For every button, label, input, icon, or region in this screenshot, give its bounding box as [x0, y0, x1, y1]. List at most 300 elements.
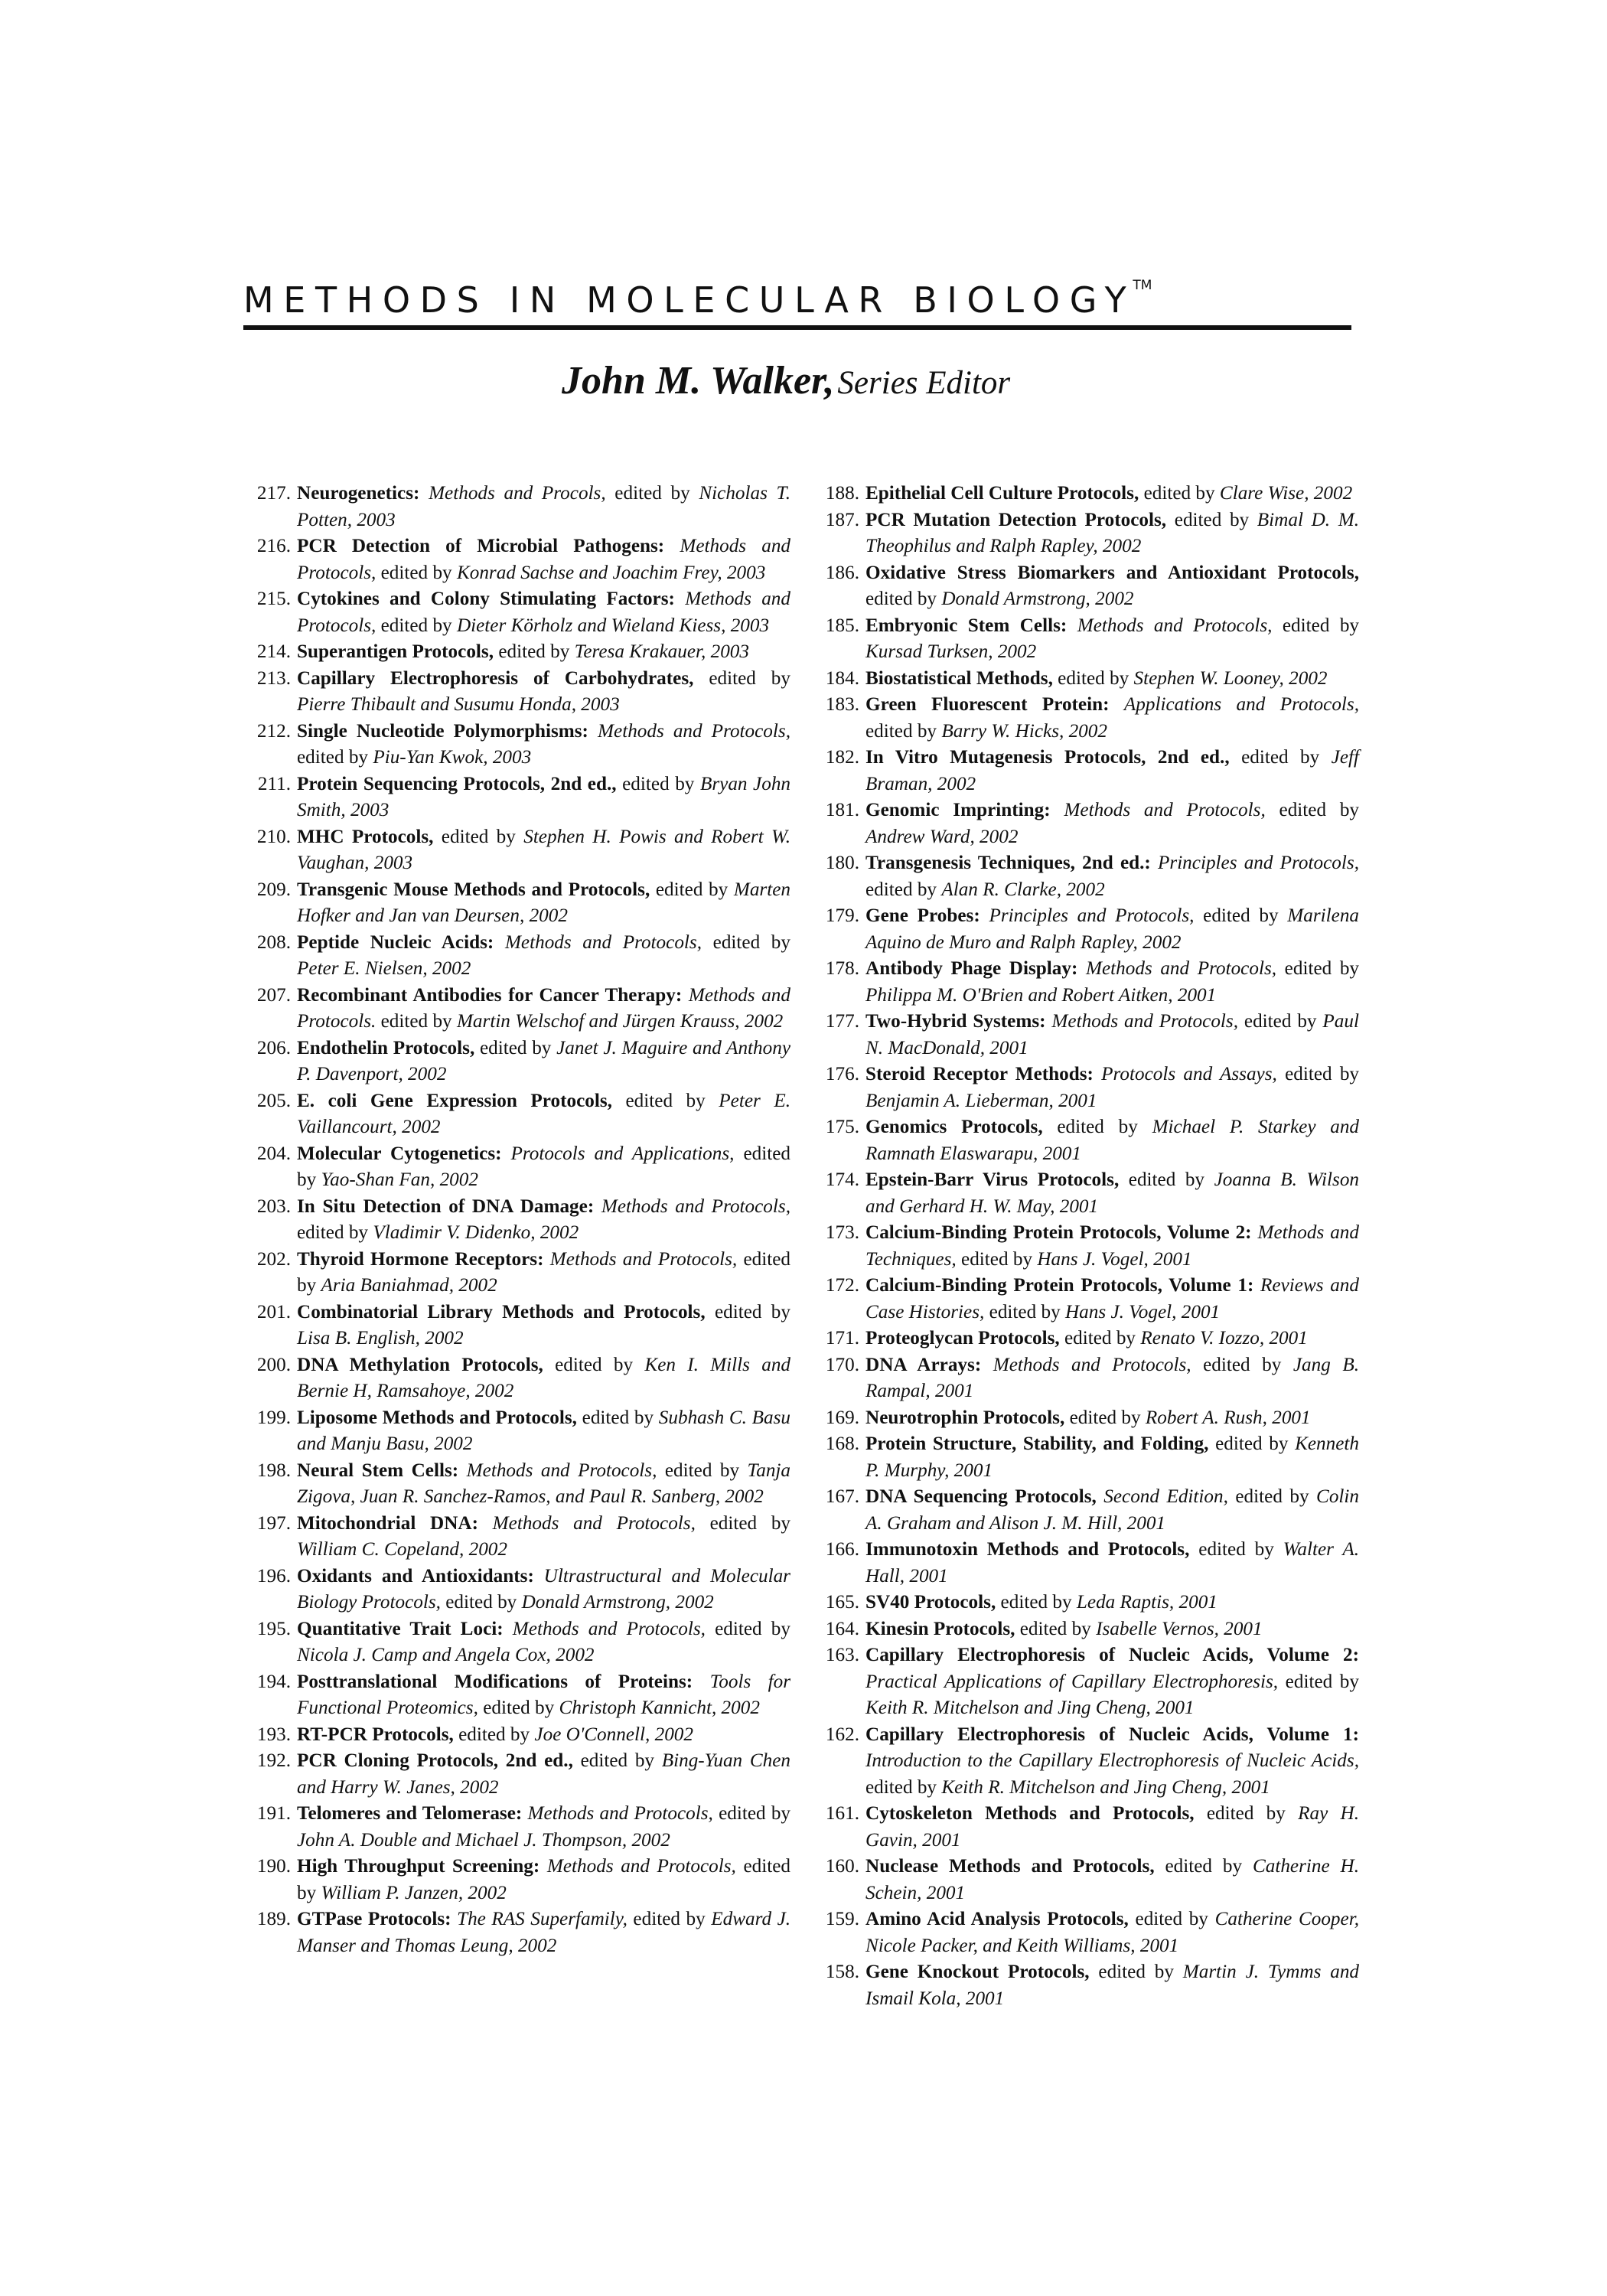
book-editors: Kenneth P. Murphy, 2001	[865, 1433, 1360, 1481]
book-entry	[820, 1167, 1359, 1220]
entry-text	[859, 956, 1359, 1009]
entry-text	[859, 1854, 1359, 1906]
book-entry	[251, 1300, 790, 1352]
book-entry	[251, 481, 790, 533]
edited-by: edited by	[1057, 1117, 1138, 1137]
volume-number: 200.	[256, 1354, 291, 1375]
book-entry	[820, 1431, 1359, 1484]
entry-text	[859, 1431, 1359, 1484]
edited-by: edited by	[865, 720, 937, 742]
book-entry	[251, 1035, 790, 1088]
entry-text	[859, 1405, 1359, 1432]
entry-text	[291, 1405, 790, 1458]
book-editors: Clare Wise, 2002	[1219, 483, 1353, 504]
book-title: Gene Probes:	[865, 905, 980, 926]
edited-by: edited by	[1174, 509, 1250, 530]
book-title: Peptide Nucleic Acids:	[297, 931, 494, 953]
book-title: Endothelin Protocols,	[297, 1037, 475, 1058]
book-title: Telomeres and Telomerase:	[297, 1803, 523, 1824]
book-editors: Vladimir V. Didenko, 2002	[373, 1222, 579, 1243]
book-entry	[251, 1247, 790, 1300]
volume-number: 205.	[256, 1090, 291, 1111]
book-title: E. coli Gene Expression Protocols,	[297, 1090, 612, 1111]
volume-number: 188.	[825, 483, 859, 504]
book-entry	[251, 1088, 790, 1141]
edited-by: edited by	[1244, 1011, 1317, 1032]
book-entry	[820, 1906, 1359, 1959]
series-title-text: METHODS IN MOLECULAR BIOLOGY	[243, 279, 1136, 321]
edited-by: edited by	[1000, 1592, 1072, 1613]
entry-text	[859, 507, 1359, 560]
book-entry	[251, 1854, 790, 1906]
entry-text	[859, 1009, 1359, 1062]
book-entry	[820, 1722, 1359, 1802]
entry-text	[291, 1564, 790, 1616]
book-editors: Tanja Zigova, Juan R. Sanchez-Ramos, and Paul R. Sanberg, 2002	[297, 1459, 791, 1507]
trademark-symbol: TM	[1133, 278, 1152, 293]
volume-number: 173.	[825, 1222, 859, 1243]
entry-text	[859, 481, 1359, 507]
book-entry	[820, 666, 1359, 693]
book-editors: Keith R. Mitchelson and Jing Cheng, 2001	[865, 1698, 1195, 1718]
book-entry	[251, 666, 790, 719]
book-editors: Joe O'Connell, 2002	[534, 1724, 693, 1745]
entry-text	[859, 1484, 1359, 1537]
entry-text	[859, 1062, 1359, 1114]
book-title: Cytokines and Colony Stimulating Factors:	[297, 589, 675, 609]
book-entry	[251, 1405, 790, 1458]
book-title: Amino Acid Analysis Protocols,	[865, 1909, 1129, 1929]
entry-text	[291, 1035, 790, 1088]
book-subtitle: Methods and Protocols.	[297, 984, 790, 1032]
book-title: DNA Methylation Protocols,	[297, 1354, 543, 1375]
book-title: Immunotoxin Methods and Protocols,	[865, 1539, 1190, 1560]
entry-text	[859, 797, 1359, 850]
book-entry	[251, 1669, 790, 1722]
header-rule	[243, 325, 1351, 330]
edited-by: edited by	[865, 589, 937, 609]
book-title: Calcium-Binding Protein Protocols, Volume 2:	[865, 1222, 1252, 1243]
edited-by: edited by	[633, 1909, 706, 1929]
volume-number: 170.	[825, 1354, 859, 1375]
edited-by: edited by	[582, 1407, 654, 1428]
book-subtitle: Protocols and Applications,	[510, 1143, 735, 1164]
volume-number: 162.	[825, 1724, 859, 1745]
entry-text	[859, 1352, 1359, 1405]
entry-text	[291, 1088, 790, 1141]
volume-number: 165.	[825, 1592, 859, 1613]
book-editors: Bimal D. M. Theophilus and Ralph Rapley, 2002	[865, 509, 1360, 556]
book-title: Recombinant Antibodies for Cancer Therapy:	[297, 984, 683, 1006]
book-editors: Dieter Körholz and Wieland Kiess, 2003	[456, 615, 770, 636]
book-title: Steroid Receptor Methods:	[865, 1064, 1094, 1084]
volume-number: 183.	[825, 694, 859, 715]
book-subtitle: Methods and Protocols,	[546, 1856, 736, 1877]
book-editors: Michael P. Starkey and Ramnath Elaswarapu, 2001	[865, 1117, 1360, 1164]
book-title: Epstein-Barr Virus Protocols,	[865, 1169, 1120, 1190]
editor-role: Series Editor	[837, 365, 1011, 401]
book-editors: Nicola J. Camp and Angela Cox, 2002	[297, 1645, 595, 1665]
series-editor	[562, 361, 1010, 401]
book-editors: Edward J. Manser and Thomas Leung, 2002	[297, 1909, 791, 1956]
book-editors: William P. Janzen, 2002	[321, 1882, 507, 1903]
book-title: MHC Protocols,	[297, 826, 434, 847]
volume-number: 167.	[825, 1486, 859, 1507]
book-editors: Joanna B. Wilson and Gerhard H. W. May, 2001	[865, 1169, 1360, 1217]
book-editors: Renato V. Iozzo, 2001	[1140, 1328, 1308, 1349]
entry-text	[291, 1352, 790, 1405]
entry-text	[291, 1247, 790, 1300]
book-editors: Donald Armstrong, 2002	[521, 1592, 714, 1613]
volume-number: 179.	[825, 905, 859, 926]
edited-by: edited by	[1241, 747, 1320, 768]
edited-by: edited by	[555, 1354, 634, 1375]
book-title: Capillary Electrophoresis of Nucleic Acids, Volume 1:	[865, 1724, 1359, 1745]
book-editors: Colin A. Graham and Alison J. M. Hill, 2001	[865, 1486, 1359, 1534]
book-entry	[251, 1801, 790, 1854]
book-entry	[251, 586, 790, 639]
book-subtitle: Methods and Protocols,	[297, 589, 790, 636]
book-subtitle: Methods and Protocols,	[1051, 1011, 1239, 1032]
book-entry	[251, 771, 790, 824]
book-title: Molecular Cytogenetics:	[297, 1143, 502, 1164]
book-editors: Benjamin A. Lieberman, 2001	[865, 1090, 1097, 1111]
entry-text	[291, 1748, 790, 1801]
edited-by: edited by	[1279, 800, 1360, 820]
volume-number: 204.	[256, 1143, 291, 1164]
book-title: Transgenesis Techniques, 2nd ed.:	[865, 853, 1151, 873]
book-subtitle: Methods and Protocols,	[549, 1248, 738, 1270]
book-subtitle: Methods and Techniques,	[865, 1222, 1359, 1270]
book-editors: Paul N. MacDonald, 2001	[865, 1011, 1359, 1058]
edited-by: edited by	[622, 773, 695, 794]
entry-text	[859, 692, 1359, 745]
entry-text	[859, 1167, 1359, 1220]
book-editors: Hans J. Vogel, 2001	[1037, 1248, 1192, 1270]
book-editors: Keith R. Mitchelson and Jing Cheng, 2001	[941, 1776, 1270, 1798]
entry-text	[859, 1801, 1359, 1854]
series-header	[243, 279, 1351, 330]
book-title: Gene Knockout Protocols,	[865, 1962, 1090, 1982]
edited-by: edited by	[1064, 1328, 1136, 1349]
book-editors: Bing-Yuan Chen and Harry W. Janes, 2002	[297, 1750, 791, 1798]
volume-number: 158.	[825, 1962, 859, 1982]
volume-number: 175.	[825, 1117, 859, 1137]
book-title: Embryonic Stem Cells:	[865, 615, 1068, 636]
volume-number: 185.	[825, 615, 859, 636]
entry-text	[291, 877, 790, 930]
book-title: SV40 Protocols,	[865, 1592, 996, 1613]
book-title: Green Fluorescent Protein:	[865, 694, 1110, 715]
edited-by: edited by	[297, 1856, 790, 1903]
entry-text	[859, 745, 1359, 797]
book-title: Antibody Phage Display:	[865, 958, 1078, 979]
edited-by: edited by	[297, 1143, 791, 1190]
book-editors: Teresa Krakauer, 2003	[574, 641, 749, 662]
book-editors: Bryan John Smith, 2003	[297, 773, 791, 820]
edited-by: edited by	[709, 1512, 791, 1534]
book-entry	[251, 930, 790, 983]
book-entry	[820, 1009, 1359, 1062]
book-entry	[251, 1141, 790, 1194]
book-editors: Catherine H. Schein, 2001	[865, 1856, 1360, 1903]
volume-number: 203.	[256, 1195, 291, 1217]
edited-by: edited by	[1282, 615, 1360, 636]
book-entry	[820, 613, 1359, 666]
entry-text	[291, 533, 790, 586]
entry-text	[291, 1511, 790, 1564]
volume-number: 164.	[825, 1618, 859, 1639]
book-entry	[820, 1801, 1359, 1854]
entry-text	[291, 1722, 790, 1749]
book-editors: Martin Welschof and Jürgen Krauss, 2002	[456, 1011, 784, 1032]
book-editors: Catherine Cooper, Nicole Packer, and Keith Williams, 2001	[865, 1909, 1360, 1956]
book-editors: Christoph Kannicht, 2002	[559, 1698, 760, 1718]
book-editors: Jang B. Rampal, 2001	[865, 1354, 1360, 1401]
book-title: Quantitative Trait Loci:	[297, 1618, 504, 1639]
entry-text	[859, 903, 1359, 956]
volume-number: 171.	[825, 1328, 859, 1349]
volume-number: 178.	[825, 958, 859, 979]
book-subtitle: Tools for Functional Proteomics,	[297, 1671, 791, 1718]
book-title: Genomics Protocols,	[865, 1117, 1043, 1137]
entry-text	[859, 1959, 1359, 2012]
book-subtitle: Methods and Protocols,	[1085, 958, 1277, 979]
book-editors: Lisa B. English, 2002	[297, 1328, 464, 1349]
book-editors: Peter E. Nielsen, 2002	[297, 958, 471, 979]
edited-by: edited by	[445, 1592, 517, 1613]
volume-number: 166.	[825, 1539, 859, 1560]
book-title: Protein Structure, Stability, and Folding,	[865, 1433, 1209, 1454]
book-editors: William C. Copeland, 2002	[297, 1539, 507, 1560]
edited-by: edited by	[483, 1698, 555, 1718]
book-entry	[820, 481, 1359, 507]
entry-text	[291, 983, 790, 1035]
volume-number: 194.	[256, 1671, 291, 1692]
edited-by: edited by	[1135, 1909, 1208, 1929]
book-editors: Subhash C. Basu and Manju Basu, 2002	[297, 1407, 791, 1454]
book-entry	[251, 1616, 790, 1669]
book-title: Calcium-Binding Protein Protocols, Volume 1:	[865, 1275, 1254, 1296]
book-subtitle: Methods and Protocols,	[492, 1512, 696, 1534]
book-entry	[820, 1220, 1359, 1273]
volume-number: 180.	[825, 853, 859, 873]
book-title: Neurotrophin Protocols,	[865, 1407, 1065, 1428]
volume-number: 184.	[825, 667, 859, 689]
edited-by: edited by	[865, 1776, 937, 1798]
edited-by: edited by	[655, 879, 729, 900]
book-entry	[251, 533, 790, 586]
volume-number: 187.	[825, 509, 859, 530]
book-subtitle: Protocols and Assays,	[1101, 1064, 1277, 1084]
book-title: DNA Arrays:	[865, 1354, 982, 1375]
edited-by: edited by	[1285, 1064, 1360, 1084]
edited-by: edited by	[1143, 483, 1215, 504]
book-title: PCR Detection of Microbial Pathogens:	[297, 536, 665, 556]
book-title: Proteoglycan Protocols,	[865, 1328, 1060, 1349]
volume-number: 214.	[256, 641, 291, 662]
edited-by: edited by	[1206, 1803, 1286, 1824]
book-subtitle: Reviews and Case Histories,	[865, 1275, 1359, 1322]
entry-text	[291, 666, 790, 719]
edited-by: edited by	[961, 1248, 1033, 1270]
book-entry	[251, 877, 790, 930]
book-editors: Stephen H. Powis and Robert W. Vaughan, 2003	[297, 826, 791, 873]
book-title: Neural Stem Cells:	[297, 1459, 459, 1481]
edited-by: edited by	[1019, 1618, 1091, 1639]
left-column	[251, 481, 790, 1959]
book-title: Epithelial Cell Culture Protocols,	[865, 483, 1139, 504]
volume-number: 206.	[256, 1037, 291, 1058]
book-subtitle: Methods and Protocols,	[504, 931, 702, 953]
book-editors: Janet J. Maguire and Anthony P. Davenport, 2002	[297, 1037, 790, 1084]
book-entry	[251, 1352, 790, 1405]
volume-number: 192.	[256, 1750, 291, 1771]
book-entry	[820, 850, 1359, 903]
edited-by: edited by	[614, 483, 690, 504]
book-entry	[820, 1273, 1359, 1326]
book-editors: Andrew Ward, 2002	[865, 826, 1019, 847]
edited-by: edited by	[719, 1803, 791, 1824]
entry-text	[291, 1616, 790, 1669]
volume-number: 181.	[825, 800, 859, 820]
book-entry	[251, 1564, 790, 1616]
volume-number: 197.	[256, 1512, 291, 1534]
volume-number: 189.	[256, 1909, 291, 1929]
book-entry	[820, 1854, 1359, 1906]
entry-text	[859, 666, 1359, 693]
volume-number: 216.	[256, 536, 291, 556]
volume-number: 159.	[825, 1909, 859, 1929]
book-entry	[820, 903, 1359, 956]
book-title: Nuclease Methods and Protocols,	[865, 1856, 1155, 1877]
book-title: PCR Cloning Protocols, 2nd ed.,	[297, 1750, 573, 1771]
entry-text	[291, 1854, 790, 1906]
book-title: Kinesin Protocols,	[865, 1618, 1015, 1639]
volume-number: 198.	[256, 1459, 291, 1481]
volume-number: 209.	[256, 879, 291, 900]
book-entry	[820, 956, 1359, 1009]
edited-by: edited by	[1198, 1539, 1274, 1560]
edited-by: edited by	[297, 1222, 369, 1243]
edited-by: edited by	[989, 1301, 1061, 1322]
book-title: Two-Hybrid Systems:	[865, 1011, 1046, 1032]
editor-name: John M. Walker,	[562, 359, 835, 403]
entry-text	[291, 824, 790, 877]
book-title: Capillary Electrophoresis of Nucleic Acids, Volume 2:	[865, 1645, 1359, 1665]
book-title: Protein Sequencing Protocols, 2nd ed.,	[297, 773, 617, 794]
volume-number: 215.	[256, 589, 291, 609]
entry-text	[291, 1906, 790, 1959]
book-title: Combinatorial Library Methods and Protocols,	[297, 1301, 706, 1322]
book-title: DNA Sequencing Protocols,	[865, 1486, 1097, 1507]
edited-by: edited by	[1098, 1962, 1174, 1982]
volume-number: 169.	[825, 1407, 859, 1428]
volume-number: 213.	[256, 667, 291, 689]
volume-number: 207.	[256, 984, 291, 1006]
edited-by: edited by	[625, 1090, 706, 1111]
volume-number: 177.	[825, 1011, 859, 1032]
volume-number: 191.	[256, 1803, 291, 1824]
book-subtitle: Ultrastructural and Molecular Biology Protocols,	[297, 1565, 790, 1613]
entry-text	[859, 1537, 1359, 1590]
entry-text	[291, 1194, 790, 1247]
entry-text	[291, 930, 790, 983]
book-entry	[820, 692, 1359, 745]
book-entry	[251, 983, 790, 1035]
volume-number: 186.	[825, 562, 859, 583]
book-entry	[820, 507, 1359, 560]
edited-by: edited by	[498, 641, 570, 662]
book-entry	[820, 1062, 1359, 1114]
book-title: RT-PCR Protocols,	[297, 1724, 454, 1745]
volume-number: 190.	[256, 1856, 291, 1877]
volume-number: 201.	[256, 1301, 291, 1322]
book-editors: John A. Double and Michael J. Thompson, 2002	[297, 1829, 670, 1851]
book-editors: Peter E. Vaillancourt, 2002	[297, 1090, 791, 1137]
book-entry	[820, 1484, 1359, 1537]
book-editors: Piu-Yan Kwok, 2003	[373, 747, 532, 768]
book-entry	[820, 1642, 1359, 1722]
book-subtitle: Methods and Protocols,	[1077, 615, 1273, 636]
entry-text	[291, 1300, 790, 1352]
book-title: Genomic Imprinting:	[865, 800, 1051, 820]
entry-text	[859, 1273, 1359, 1326]
book-entry	[820, 1616, 1359, 1643]
volume-number: 172.	[825, 1275, 859, 1296]
book-entry	[251, 824, 790, 877]
edited-by: edited by	[1203, 1354, 1282, 1375]
volume-number: 210.	[256, 826, 291, 847]
entry-text	[859, 1590, 1359, 1616]
edited-by: edited by	[715, 1618, 790, 1639]
edited-by: edited by	[865, 879, 937, 900]
book-editors: Martin J. Tymms and Ismail Kola, 2001	[865, 1962, 1360, 2009]
book-entry	[820, 1590, 1359, 1616]
volume-number: 176.	[825, 1064, 859, 1084]
book-title: Biostatistical Methods,	[865, 667, 1053, 689]
book-entry	[251, 639, 790, 666]
book-subtitle: Applications and Protocols,	[1123, 694, 1360, 715]
volume-number: 196.	[256, 1565, 291, 1587]
book-editors: Marten Hofker and Jan van Deursen, 2002	[297, 879, 791, 926]
edited-by: edited by	[1058, 667, 1129, 689]
entry-text	[859, 1722, 1359, 1802]
book-entry	[251, 1511, 790, 1564]
book-title: High Throughput Screening:	[297, 1856, 540, 1877]
book-entry	[820, 1326, 1359, 1352]
entry-text	[859, 1906, 1359, 1959]
edited-by: edited by	[1215, 1433, 1289, 1454]
book-editors: Walter A. Hall, 2001	[865, 1539, 1360, 1587]
book-entry	[251, 1194, 790, 1247]
volume-number: 208.	[256, 931, 291, 953]
book-editors: Ken I. Mills and Bernie H, Ramsahoye, 2002	[297, 1354, 791, 1401]
entry-text	[859, 1642, 1359, 1722]
book-subtitle: Methods and Protocols,	[993, 1354, 1191, 1375]
book-title: Oxidants and Antioxidants:	[297, 1565, 534, 1587]
volume-number: 199.	[256, 1407, 291, 1428]
book-title: Mitochondrial DNA:	[297, 1512, 478, 1534]
book-title: Capillary Electrophoresis of Carbohydrates,	[297, 667, 694, 689]
entry-text	[859, 613, 1359, 666]
edited-by: edited by	[297, 1248, 790, 1296]
volume-number: 193.	[256, 1724, 291, 1745]
edited-by: edited by	[479, 1037, 552, 1058]
book-entry	[820, 1114, 1359, 1167]
entry-text	[859, 1616, 1359, 1643]
book-entry	[820, 560, 1359, 613]
